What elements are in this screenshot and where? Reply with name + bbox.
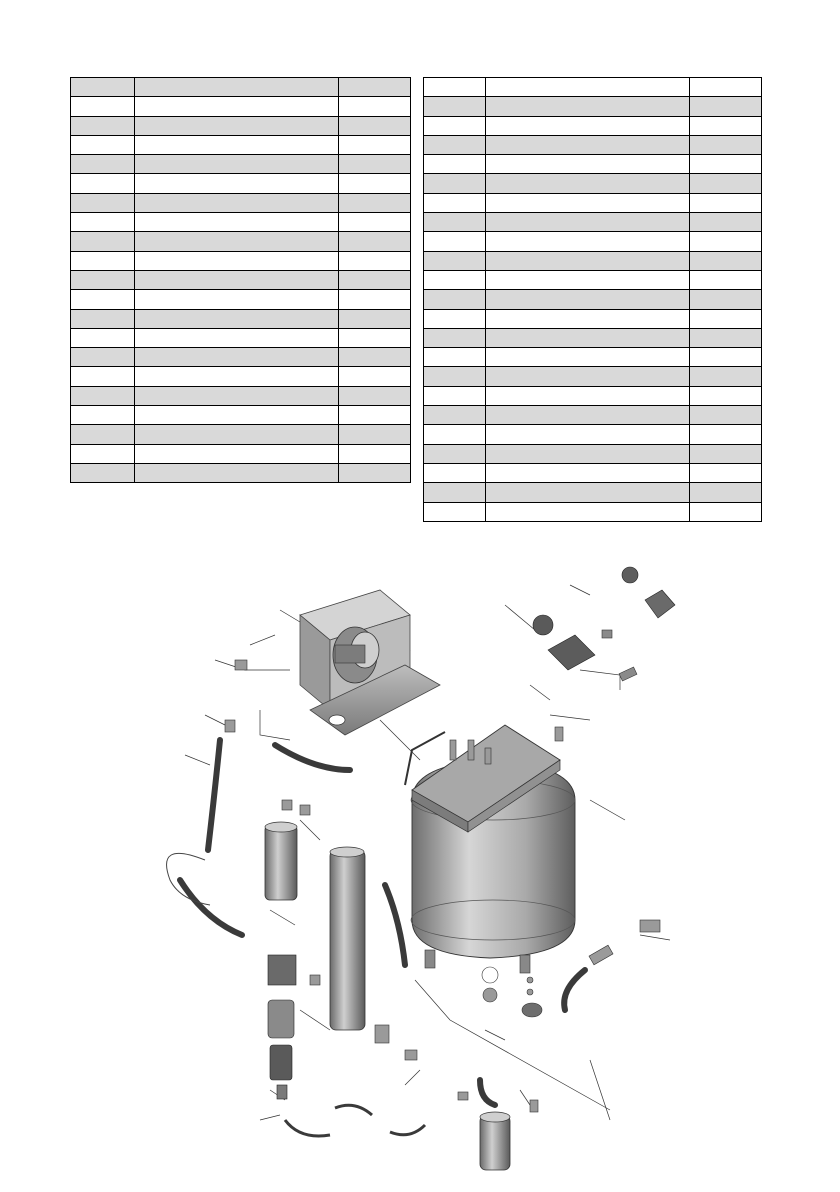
quantity-cell (339, 251, 411, 270)
description-cell (486, 502, 690, 521)
parts-table-row (424, 213, 762, 232)
description-cell (135, 367, 339, 386)
description-cell (135, 78, 339, 97)
part-number-cell (71, 135, 135, 154)
quantity-cell (690, 425, 762, 444)
description-cell (135, 116, 339, 135)
description-cell (135, 328, 339, 347)
description-cell (486, 463, 690, 482)
quantity-cell (690, 502, 762, 521)
part-number-cell (71, 367, 135, 386)
description-cell (486, 328, 690, 347)
quantity-cell (690, 135, 762, 154)
part-number-cell (71, 251, 135, 270)
part-number-cell (71, 213, 135, 232)
description-cell (135, 444, 339, 463)
description-cell (486, 348, 690, 367)
part-number-cell (71, 386, 135, 405)
description-cell (135, 463, 339, 482)
part-number-cell (71, 78, 135, 97)
description-cell (486, 78, 690, 97)
parts-table-row (71, 251, 411, 270)
description-cell (135, 193, 339, 212)
parts-table-row (424, 270, 762, 289)
quantity-cell (690, 367, 762, 386)
part-number-cell (71, 406, 135, 425)
part-number-cell (424, 328, 486, 347)
description-cell (486, 290, 690, 309)
parts-table-row (424, 367, 762, 386)
quantity-cell (690, 386, 762, 405)
quantity-cell (690, 174, 762, 193)
description-cell (135, 251, 339, 270)
parts-list-left-body (71, 78, 411, 483)
parts-table-row (424, 251, 762, 270)
part-number-cell (424, 155, 486, 174)
part-number-cell (424, 483, 486, 502)
part-number-cell (424, 463, 486, 482)
quantity-cell (339, 78, 411, 97)
quantity-cell (690, 270, 762, 289)
description-cell (486, 425, 690, 444)
quantity-cell (690, 290, 762, 309)
parts-table-row (71, 348, 411, 367)
quantity-cell (339, 328, 411, 347)
parts-list-right-body (424, 78, 762, 522)
quantity-cell (339, 174, 411, 193)
part-number-cell (424, 367, 486, 386)
quantity-cell (690, 406, 762, 425)
quantity-cell (690, 348, 762, 367)
description-cell (486, 386, 690, 405)
description-cell (486, 213, 690, 232)
quantity-cell (339, 116, 411, 135)
part-number-cell (71, 232, 135, 251)
quantity-cell (690, 155, 762, 174)
part-number-cell (424, 78, 486, 97)
quantity-cell (339, 135, 411, 154)
quantity-cell (339, 309, 411, 328)
description-cell (135, 270, 339, 289)
tank-assembly (405, 725, 575, 973)
quantity-cell (690, 483, 762, 502)
part-number-cell (424, 290, 486, 309)
parts-table-row (71, 97, 411, 116)
part-number-cell (71, 425, 135, 444)
description-cell (486, 193, 690, 212)
part-number-cell (71, 444, 135, 463)
parts-table-row (424, 232, 762, 251)
parts-table-row (71, 406, 411, 425)
part-number-cell (424, 348, 486, 367)
description-cell (135, 213, 339, 232)
part-number-cell (71, 270, 135, 289)
quantity-cell (690, 78, 762, 97)
description-cell (486, 367, 690, 386)
part-number-cell (71, 348, 135, 367)
description-cell (486, 155, 690, 174)
quantity-cell (339, 367, 411, 386)
part-number-cell (424, 232, 486, 251)
parts-table-row (424, 309, 762, 328)
quantity-cell (339, 193, 411, 212)
part-number-cell (71, 463, 135, 482)
parts-table-row (71, 174, 411, 193)
quantity-cell (339, 406, 411, 425)
part-number-cell (424, 251, 486, 270)
parts-table-row (424, 290, 762, 309)
part-number-cell (424, 444, 486, 463)
description-cell (135, 97, 339, 116)
parts-table-row (71, 444, 411, 463)
description-cell (135, 232, 339, 251)
parts-table-row (424, 406, 762, 425)
parts-table-row (71, 386, 411, 405)
quantity-cell (690, 309, 762, 328)
parts-table-row (71, 78, 411, 97)
parts-table-row (424, 483, 762, 502)
description-cell (486, 483, 690, 502)
parts-table-row (71, 425, 411, 444)
description-cell (135, 386, 339, 405)
parts-table-row (424, 155, 762, 174)
parts-table-row (424, 444, 762, 463)
description-cell (486, 251, 690, 270)
part-number-cell (71, 155, 135, 174)
part-number-cell (424, 135, 486, 154)
exploded-assembly-diagram (150, 560, 710, 1185)
description-cell (135, 135, 339, 154)
quantity-cell (690, 193, 762, 212)
pressure-switch-assembly (533, 567, 675, 681)
quantity-cell (339, 270, 411, 289)
description-cell (486, 270, 690, 289)
parts-table-row (71, 463, 411, 482)
description-cell (486, 116, 690, 135)
parts-table-row (71, 193, 411, 212)
quantity-cell (690, 213, 762, 232)
quantity-cell (690, 116, 762, 135)
parts-table-row (424, 328, 762, 347)
quantity-cell (690, 251, 762, 270)
part-number-cell (71, 309, 135, 328)
parts-table-row (424, 116, 762, 135)
quantity-cell (690, 463, 762, 482)
parts-table-row (424, 386, 762, 405)
parts-table-row (71, 135, 411, 154)
description-cell (486, 232, 690, 251)
parts-table-row (71, 116, 411, 135)
quantity-cell (690, 232, 762, 251)
parts-table-row (71, 309, 411, 328)
description-cell (135, 425, 339, 444)
parts-table-row (424, 425, 762, 444)
parts-table-row (424, 193, 762, 212)
quantity-cell (339, 444, 411, 463)
quantity-cell (690, 328, 762, 347)
quantity-cell (339, 97, 411, 116)
parts-table-row (424, 463, 762, 482)
description-cell (135, 348, 339, 367)
quantity-cell (339, 155, 411, 174)
part-number-cell (424, 425, 486, 444)
description-cell (135, 155, 339, 174)
description-cell (486, 174, 690, 193)
quantity-cell (690, 444, 762, 463)
part-number-cell (71, 193, 135, 212)
description-cell (135, 290, 339, 309)
part-number-cell (424, 213, 486, 232)
receiver-cylinder (265, 822, 365, 1030)
quantity-cell (339, 463, 411, 482)
parts-list-table-left (70, 77, 411, 483)
description-cell (135, 406, 339, 425)
quantity-cell (339, 290, 411, 309)
quantity-cell (339, 213, 411, 232)
parts-table-row (424, 135, 762, 154)
parts-table-row (71, 213, 411, 232)
parts-table-row (71, 155, 411, 174)
description-cell (486, 135, 690, 154)
parts-table-row (71, 328, 411, 347)
quantity-cell (690, 97, 762, 116)
description-cell (486, 309, 690, 328)
parts-table-row (424, 97, 762, 116)
parts-table-row (424, 78, 762, 97)
description-cell (135, 309, 339, 328)
part-number-cell (424, 502, 486, 521)
parts-table-row (71, 290, 411, 309)
quantity-cell (339, 348, 411, 367)
part-number-cell (71, 328, 135, 347)
part-number-cell (71, 290, 135, 309)
parts-table-row (71, 270, 411, 289)
description-cell (135, 174, 339, 193)
description-cell (486, 406, 690, 425)
part-number-cell (424, 97, 486, 116)
part-number-cell (424, 116, 486, 135)
parts-list-table-right (423, 77, 762, 522)
quantity-cell (339, 425, 411, 444)
part-number-cell (71, 174, 135, 193)
part-number-cell (71, 97, 135, 116)
part-number-cell (424, 406, 486, 425)
parts-table-row (424, 502, 762, 521)
parts-table-row (71, 367, 411, 386)
parts-table-row (424, 348, 762, 367)
parts-table-row (71, 232, 411, 251)
quantity-cell (339, 386, 411, 405)
part-number-cell (424, 193, 486, 212)
parts-table-row (424, 174, 762, 193)
description-cell (486, 444, 690, 463)
thin-tube (167, 853, 210, 905)
part-number-cell (424, 309, 486, 328)
filter-canister (480, 1112, 510, 1170)
part-number-cell (424, 270, 486, 289)
description-cell (486, 97, 690, 116)
part-number-cell (71, 116, 135, 135)
quantity-cell (339, 232, 411, 251)
part-number-cell (424, 386, 486, 405)
part-number-cell (424, 174, 486, 193)
